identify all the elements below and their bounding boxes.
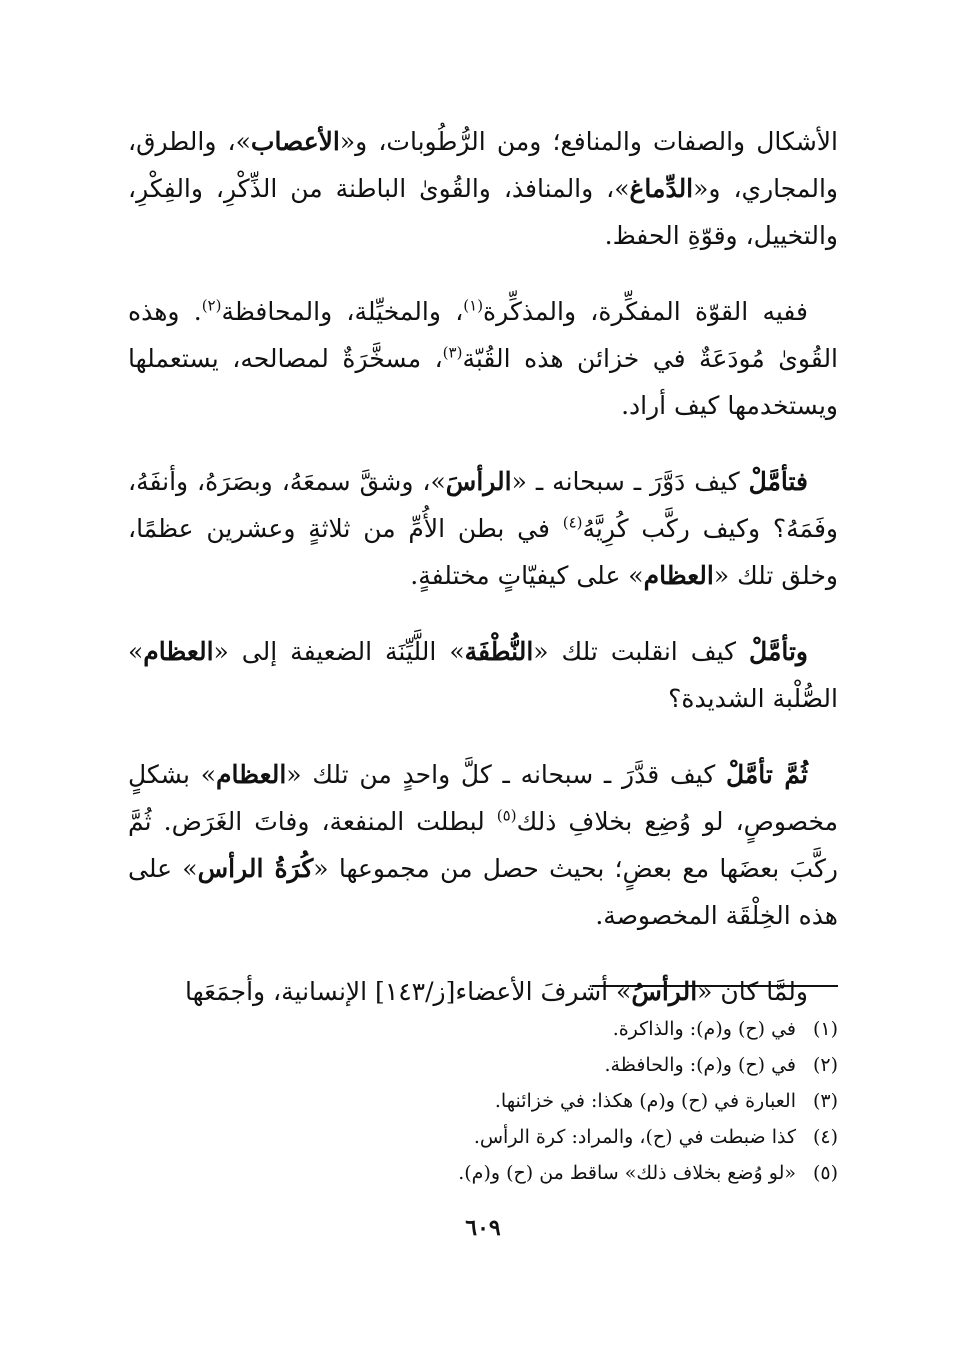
footnote-text: «لو وُضع بخلاف ذلك» ساقط من (ح) و(م). [458,1162,796,1184]
footnote-reference: (٢) [201,296,222,315]
text-segment: في بطن الأُمِّ من ثلاثةٍ وعشرين عظمًا، وخلق تلك « [128,514,838,590]
text-segment: »، وشقَّ سمعَهُ، وبصَرَهُ، وأنفَهُ، وفَمَهُ؟ وكيف ركَّب كُرِيَّهُ [128,467,838,543]
footnote-item [128,1083,838,1119]
text-segment: » أشرفَ الأعضاء[ز/١٤٣] الإنسانية، وأجمَعَها [184,977,632,1006]
text-segment: » اللَّيِّنَة الضعيفة إلى « [213,637,465,666]
footnote-reference: (٤) [562,513,583,532]
text-segment: كيف قدَّرَ ـ سبحانه ـ كلَّ واحدٍ من تلك « [286,760,726,789]
paragraph-p1 [128,118,838,259]
text-segment: . وهذه القُوىٰ مُودَعَةٌ في خزائن هذه القُبّة [128,297,839,373]
bold-term: الرأسَ [445,467,512,496]
footnote-item [128,1119,838,1155]
footnote-text: في (ح) و(م): والذاكرة. [612,1018,796,1040]
footnote-item [128,1155,838,1191]
footnote-number: (٣) [812,1090,838,1112]
bold-term: كُرَةُ الرأس [197,854,314,883]
text-segment: » على هذه الخِلْقَة المخصوصة. [128,854,838,930]
footnote-number: (٢) [812,1054,838,1076]
footnote-text: العبارة في (ح) و(م) هكذا: في خزائنها. [494,1090,796,1112]
footnote-number: (٤) [812,1126,838,1148]
text-segment: ولمَّا كان « [697,977,808,1006]
bold-term: العظام [216,760,287,789]
bold-term: العظام [643,561,714,590]
text-segment: كيف انقلبت تلك « [533,637,750,666]
footnote-number: (٥) [812,1162,838,1184]
bold-term: النُّطْفَة [464,637,534,666]
body-text [128,118,838,1015]
paragraph-p4 [128,628,838,722]
text-segment: » على كيفيّاتٍ مختلفةٍ. [410,561,644,590]
footnote-item [128,1047,838,1083]
footnotes [128,1011,838,1191]
bold-term: الأعصاب [250,127,340,156]
paragraph-p2 [128,288,838,429]
paragraph-p3 [128,458,838,599]
footnote-reference: (٣) [442,343,463,362]
text-segment: لبطلت المنفعة، وفاتَ الغَرَض. ثُمَّ ركَّبَ بعضَها مع بعضٍ؛ بحيث حصل من مجموعها « [128,807,839,883]
text-segment: ، والمخيِّلة، والمحافظة [221,297,464,326]
text-segment: »، والطرق، والمجاري، و« [128,127,838,203]
paragraph-p6 [128,968,838,1015]
bold-term: الرأسُ [631,977,698,1006]
book-page [128,118,838,1258]
text-segment: » بشكلٍ مخصوصٍ، لو وُضِع بخلافِ ذلك [128,760,839,836]
text-segment: ، مسخَّرَةٌ لمصالحه، يستعملها ويستخدمها كيف أراد. [128,344,838,420]
text-segment: كيف دَوَّرَ ـ سبحانه ـ « [511,467,749,496]
bold-term: فتأمَّلْ [748,467,808,496]
text-segment: » الصُّلْبة الشديدة؟ [128,637,838,713]
footnote-text: كذا ضبطت في (ح)، والمراد: كرة الرأس. [473,1126,796,1148]
bold-term: ثُمَّ تأمَّلْ [725,760,808,789]
page-number: ٦٠٩ [465,1215,501,1241]
bold-term: وتأمَّلْ [749,637,808,666]
footnote-item [128,1011,838,1047]
footnote-text: في (ح) و(م): والحافظة. [604,1054,796,1076]
text-segment: ففيه القوّة المفكِّرة، والمذكِّرة [483,297,809,326]
footnote-number: (١) [812,1018,838,1040]
text-segment: الأشكال والصفات والمنافع؛ ومن الرُّطُوبات، و« [339,127,838,156]
footnote-reference: (١) [463,296,484,315]
text-segment: »، والمنافذ، والقُوىٰ الباطنة من الذِّكْرِ، والفِكْرِ، والتخييل، وقوّةِ الحفظ. [128,174,838,250]
footnote-divider [592,985,838,987]
footnote-reference: (٥) [496,806,517,825]
paragraph-p5 [128,751,838,939]
bold-term: العظام [143,637,214,666]
bold-term: الدِّماغ [629,174,694,203]
